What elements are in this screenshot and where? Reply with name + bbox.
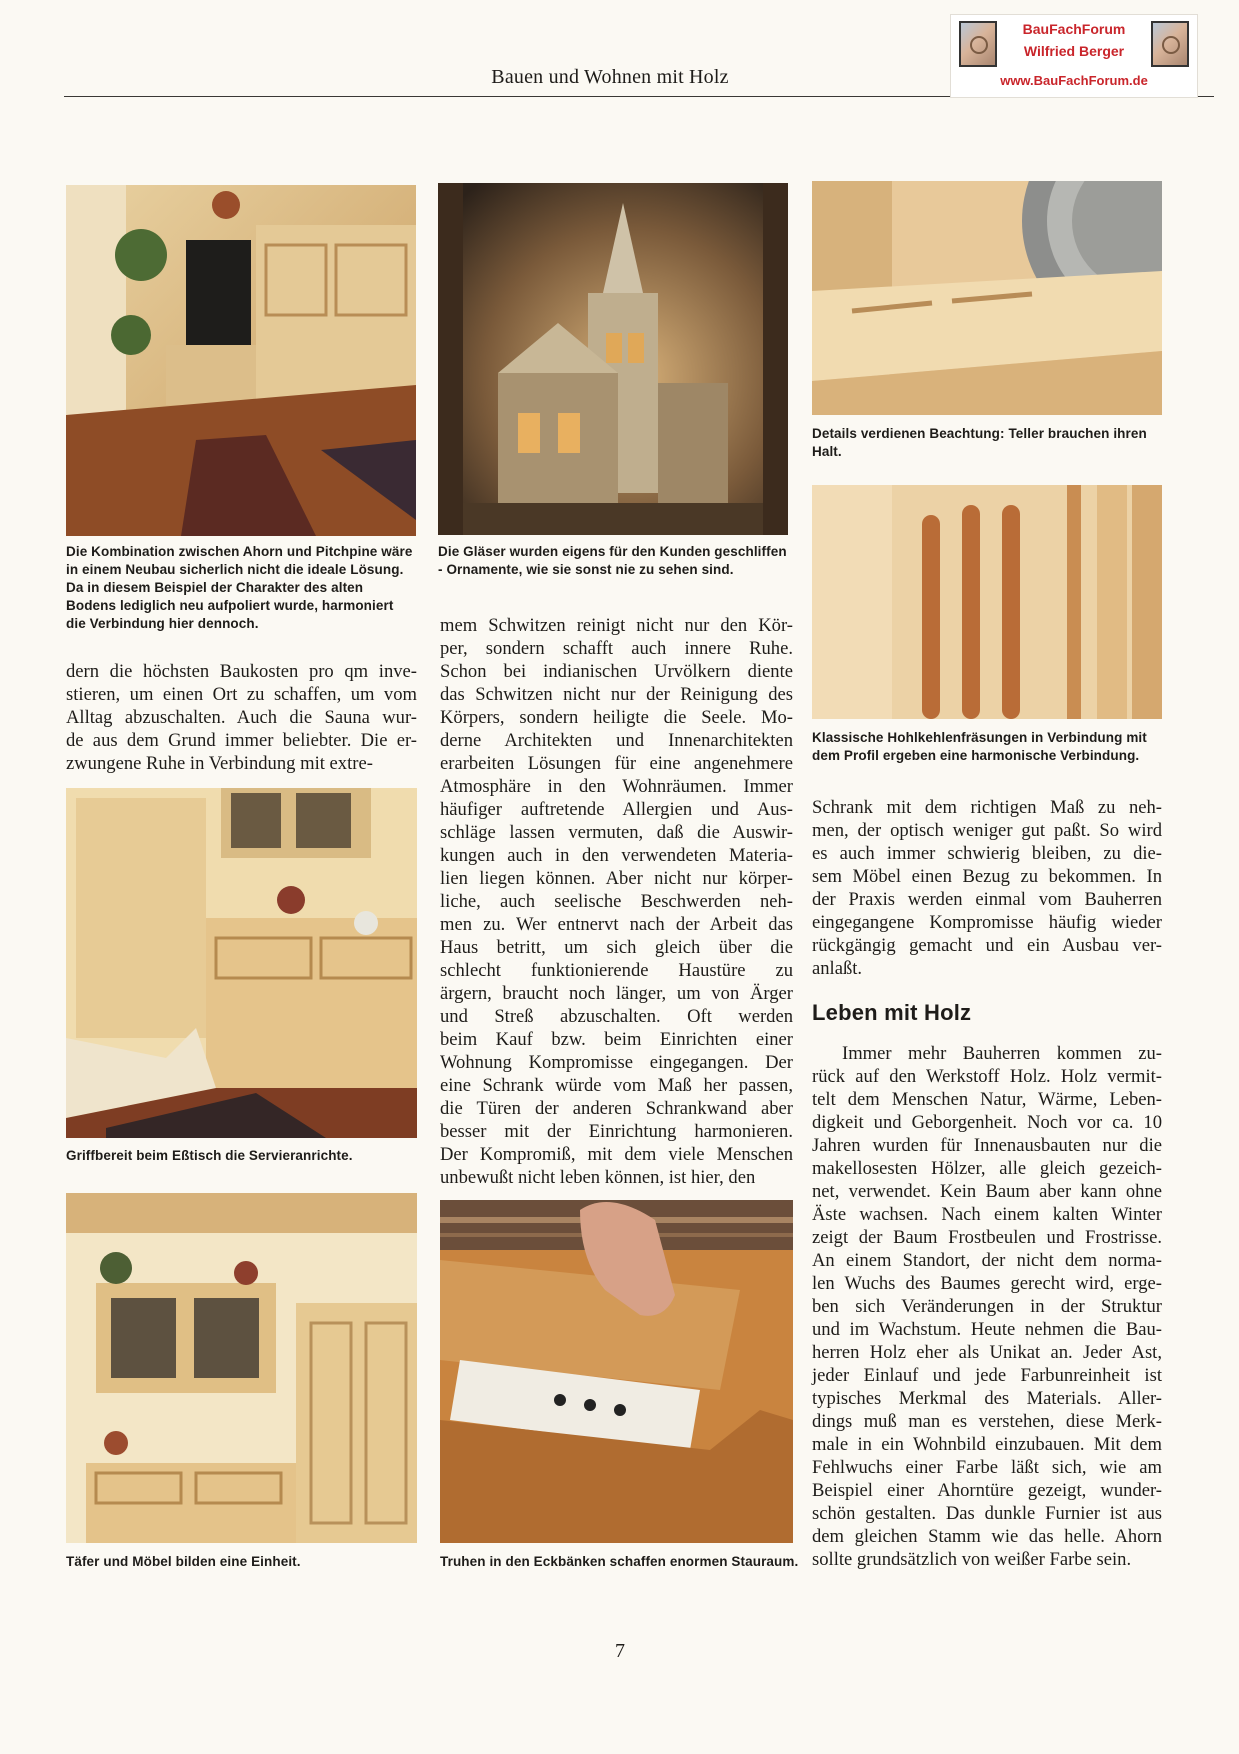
fluted-profile-photo <box>812 485 1162 719</box>
body-line: men zu. Wer entnervt nach der Arbeit das <box>440 914 793 935</box>
body-line: sollte grundsätzlich von weißer Farbe sein. <box>812 1549 1132 1570</box>
body-line: Jahren wurden für Innenausbauten nur die <box>812 1135 1162 1156</box>
body-column-1 <box>66 660 417 775</box>
body-line: Alltag abzuschalten. Auch die Sauna wur- <box>66 707 417 728</box>
body-line: lien liegen können. Aber nicht nur körper- <box>440 868 793 889</box>
photo-caption: Details verdienen Beachtung: Teller brauchen ihren Halt. <box>812 426 1147 459</box>
body-line: kungen auch in den verwendeten Materia- <box>440 845 793 866</box>
body-line: net, verwendet. Kein Baum aber kann ohne <box>812 1181 1162 1202</box>
body-line: Fehlwuchs einer Farbe läßt sich, wie am <box>812 1457 1162 1478</box>
body-line: stieren, um einen Ort zu schaffen, um vom <box>66 684 417 705</box>
photo-caption: Täfer und Möbel bilden eine Einheit. <box>66 1554 301 1569</box>
section-heading: Leben mit Holz <box>812 1000 972 1025</box>
logo-image-icon <box>959 21 997 67</box>
logo-image-icon <box>1151 21 1189 67</box>
body-line: Schrank mit dem richtigen Maß zu neh- <box>812 797 1162 818</box>
paneling-furniture-photo <box>66 1193 417 1543</box>
body-line: telt dem Menschen Natur, Wärme, Leben- <box>812 1089 1162 1110</box>
body-line: mem Schwitzen reinigt nicht nur den Kör- <box>440 615 793 636</box>
body-line: häufiger auftretende Allergien und Aus- <box>440 799 793 820</box>
body-line: anlaßt. <box>812 958 863 979</box>
body-line: men, der optisch weniger gut paßt. So wird <box>812 820 1162 841</box>
body-line: zwungene Ruhe in Verbindung mit extre- <box>66 753 373 774</box>
body-line: per, sondern schafft auch innere Ruhe. <box>440 638 793 659</box>
body-line: Immer mehr Bauherren kommen zu- <box>842 1043 1162 1064</box>
body-line: sem Möbel einen Bezug zu bekommen. In <box>812 866 1162 887</box>
body-line: schlecht funktionierende Haustüre zu <box>440 960 793 981</box>
body-line: das Schwitzen nicht nur der Reinigung des <box>440 684 793 705</box>
body-line: ben sich Veränderungen in der Struktur <box>812 1296 1162 1317</box>
body-line: zeigt der Baum Frostbeulen und Frostrisse. <box>812 1227 1162 1248</box>
photo-caption: Griffbereit beim Eßtisch die Servieranrichte. <box>66 1148 353 1163</box>
logo-line-2: Wilfried Berger <box>1023 43 1125 59</box>
body-line: Der Kompromiß, mit dem viele Menschen <box>440 1144 793 1165</box>
body-line: Beispiel einer Ahorntüre gezeigt, wunder- <box>812 1480 1162 1501</box>
body-line: und im Wachstum. Heute nehmen die Bau- <box>812 1319 1162 1340</box>
photo-caption: Die Gläser wurden eigens für den Kunden geschliffen - Ornamente, wie sie sonst nie zu sehen sind. <box>438 544 787 577</box>
photo-caption: Klassische Hohlkehlenfräsungen in Verbindung mit dem Profil ergeben eine harmonische Verbindung. <box>812 730 1147 763</box>
body-line: rück auf den Werkstoff Holz. Holz vermit- <box>812 1066 1162 1087</box>
site-logo[interactable] <box>950 14 1198 98</box>
body-line: rückgängig gemacht und ein Ausbau ver- <box>812 935 1162 956</box>
body-line: ärgern, braucht noch länger, um von Ärger <box>440 983 793 1004</box>
body-line: Wohnung Kompromisse eingegangen. Der <box>440 1052 793 1073</box>
body-line: typisches Merkmal des Materials. Aller- <box>812 1388 1162 1409</box>
body-line: de aus dem Grund immer beliebter. Die er- <box>66 730 417 751</box>
body-line: An einem Standort, der nicht dem norma- <box>812 1250 1162 1271</box>
body-line: eingegangene Kompromisse häufig wieder <box>812 912 1162 933</box>
body-line: liche, auch seelische Beschwerden neh- <box>440 891 793 912</box>
body-line: derne Architekten und Innenarchitekten <box>440 730 793 751</box>
body-line: Schon bei indianischen Urvölkern diente <box>440 661 793 682</box>
body-line: besser mit der Einrichtung harmonieren. <box>440 1121 793 1142</box>
body-line: schläge lassen vermuten, daß die Auswir- <box>440 822 793 843</box>
body-column-3-section <box>812 1042 1162 1571</box>
body-line: Körpers, sondern heiligte die Seele. Mo- <box>440 707 793 728</box>
body-line: es auch immer schwierig bleiben, zu die- <box>812 843 1162 864</box>
photo-caption: Die Kombination zwischen Ahorn und Pitchpine wäre in einem Neubau sicherlich nicht die ideale Lösung. Da in diesem Beispiel der Charakter des alten Bodens lediglich neu aufpoliert wurde, harmoniert die Verbindung hier dennoch. <box>66 544 413 631</box>
body-line: der Praxis werden einmal vom Bauherren <box>812 889 1162 910</box>
body-line: die Türen der anderen Schrankwand aber <box>440 1098 793 1119</box>
body-line: schön gestalten. Das dunkle Furnier ist aus <box>812 1503 1162 1524</box>
body-line: dem gleichen Stamm wie das helle. Ahorn <box>812 1526 1162 1547</box>
logo-url[interactable]: www.BauFachForum.de <box>1000 73 1148 88</box>
sideboard-photo <box>66 788 417 1138</box>
body-line: erarbeiten Lösungen für eine angenehmere <box>440 753 793 774</box>
body-line: jeder Einlauf und jede Farbunreinheit ist <box>812 1365 1162 1386</box>
page-number: 7 <box>615 1640 625 1662</box>
body-line: Atmosphäre in den Wohnräumen. Immer <box>440 776 793 797</box>
body-line: dings muß man es verstehen, diese Merk- <box>812 1411 1162 1432</box>
body-line: dern die höchsten Baukosten pro qm inve- <box>66 661 417 682</box>
body-column-3 <box>812 796 1162 980</box>
dining-room-photo <box>66 185 416 536</box>
body-line: unbewußt nicht leben können, ist hier, den <box>440 1167 756 1188</box>
body-line: Äste wachsen. Nach einem kalten Winter <box>812 1204 1162 1225</box>
body-line: herren Holz eher als Unikat an. Jeder Ast, <box>812 1342 1162 1363</box>
photo-caption: Truhen in den Eckbänken schaffen enormen Stauraum. <box>440 1554 799 1569</box>
etched-glass-photo <box>438 183 788 535</box>
body-line: len Wuchs des Baumes gerecht wird, erge- <box>812 1273 1162 1294</box>
body-line: eine Schrank würde vom Maß her passen, <box>440 1075 793 1096</box>
body-line: makellosesten Hölzer, alle gleich gezeich- <box>812 1158 1162 1179</box>
body-line: male in ein Wohnbild einzubauen. Mit dem <box>812 1434 1162 1455</box>
running-title: Bauen und Wohnen mit Holz <box>491 66 729 88</box>
plate-rail-photo <box>812 181 1162 415</box>
bench-drawer-photo <box>440 1200 793 1543</box>
body-line: beim Kauf bzw. beim Einrichten einer <box>440 1029 793 1050</box>
body-column-2 <box>440 614 793 1189</box>
body-line: digkeit und Geborgenheit. Noch vor ca. 10 <box>812 1112 1162 1133</box>
body-line: Haus betritt, um sich gleich über die <box>440 937 793 958</box>
body-line: und Streß abzuschalten. Oft werden <box>440 1006 793 1027</box>
logo-line-1: BauFachForum <box>1022 21 1126 37</box>
